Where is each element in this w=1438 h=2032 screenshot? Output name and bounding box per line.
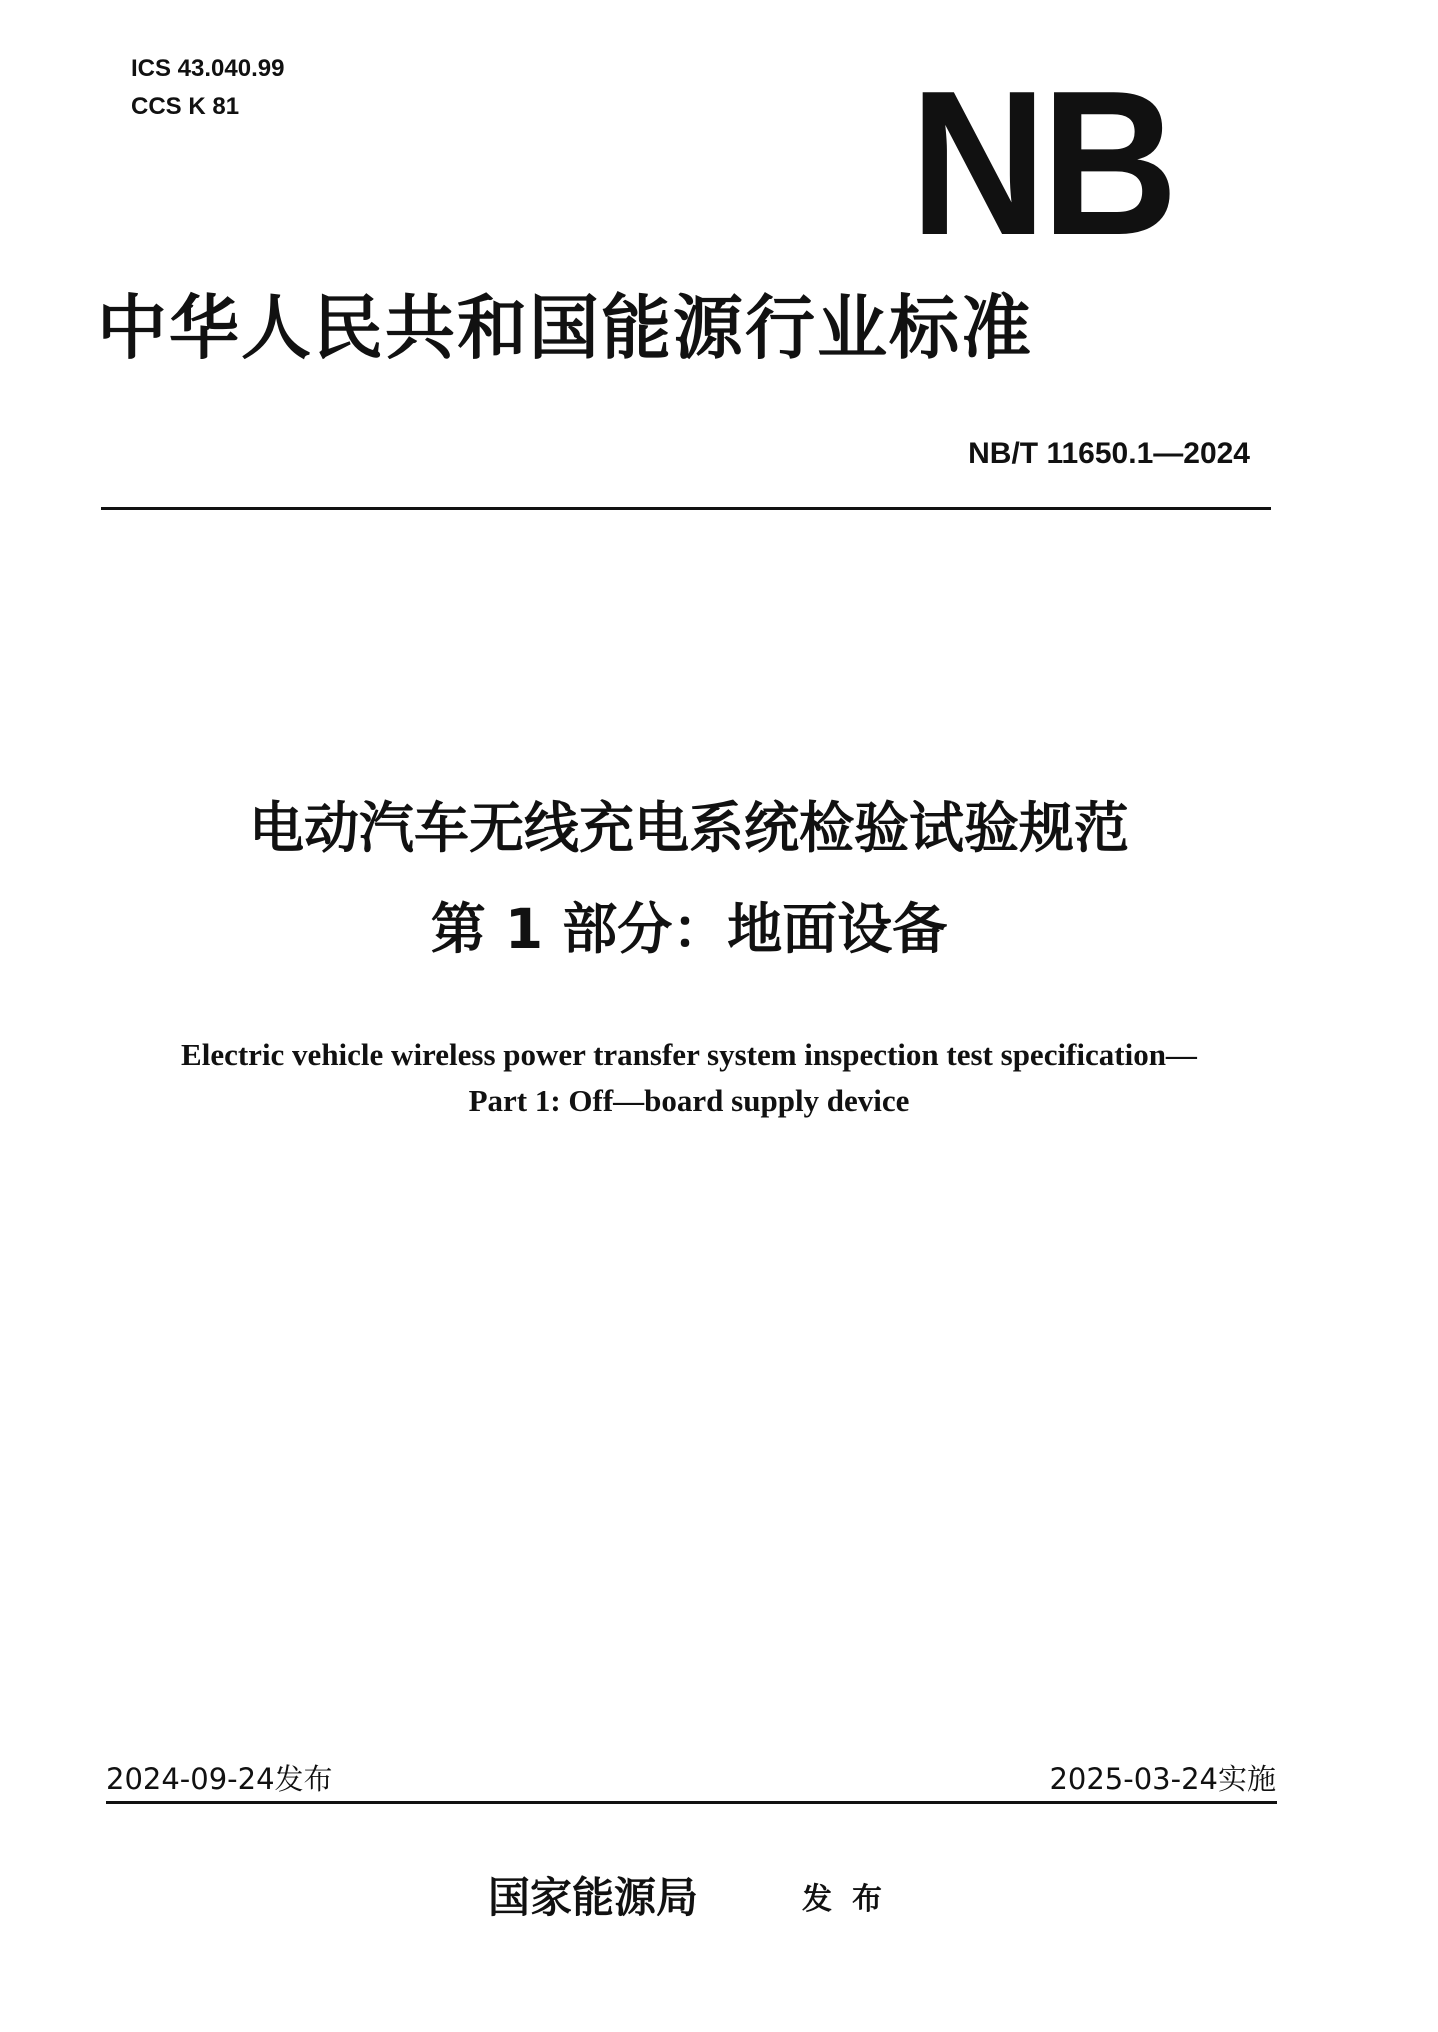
top-divider [101,507,1271,510]
industry-standard-title: 中华人民共和国能源行业标准 [97,286,1033,369]
issuer-name: 国家能源局 [488,1873,699,1922]
ccs-code: CCS K 81 [131,93,240,120]
bottom-divider [106,1801,1277,1804]
chinese-title-line-1: 电动汽车无线充电系统检验试验规范 [248,796,1129,860]
english-title-line-2: Part 1: Off—board supply device [468,1083,910,1118]
ics-code: ICS 43.040.99 [131,55,285,82]
implementation-date: 2025-03-24实施 [1049,1762,1276,1796]
standard-number: NB/T 11650.1—2024 [968,437,1250,470]
english-title-line-1: Electric vehicle wireless power transfer system inspection test specification— [181,1037,1197,1072]
nb-logo: NB [910,48,1173,278]
issue-label: 发布 [802,1882,902,1917]
issue-date: 2024-09-24发布 [106,1762,333,1796]
chinese-title-line-2: 第 1 部分：地面设备 [430,897,948,961]
